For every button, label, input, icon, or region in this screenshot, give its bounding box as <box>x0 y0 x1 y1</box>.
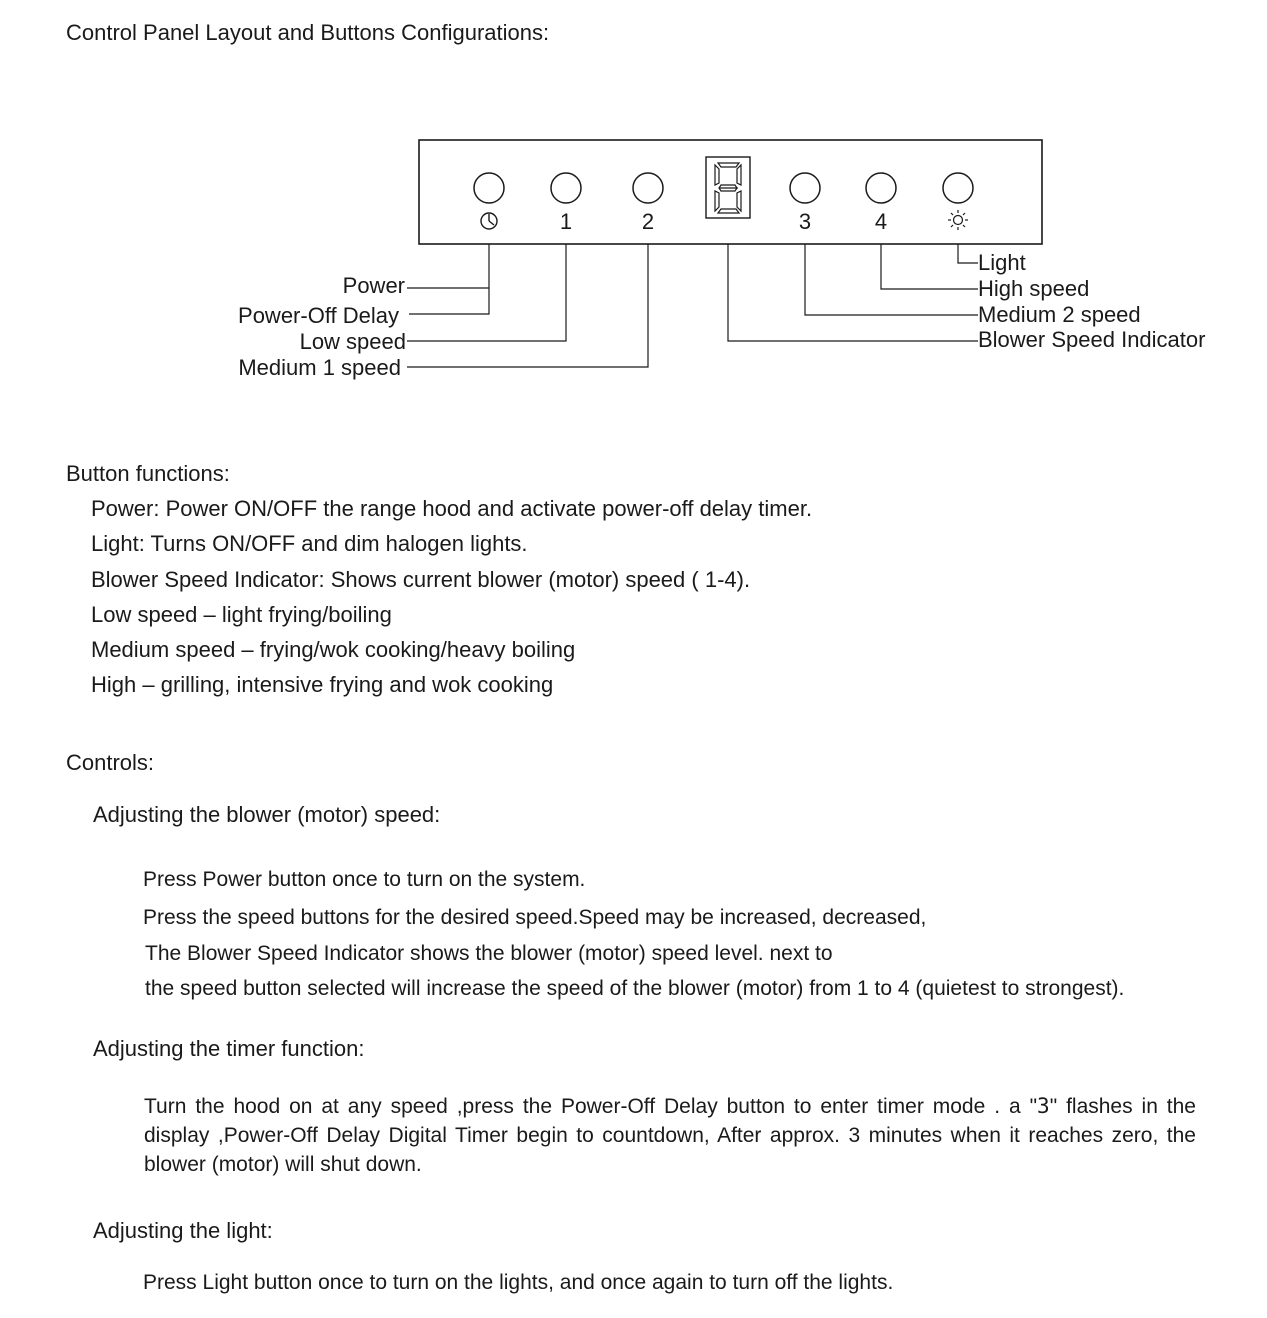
leader-light <box>958 244 978 263</box>
speed-4-button[interactable] <box>866 173 896 203</box>
function-power: Power: Power ON/OFF the range hood and activate power-off delay timer. <box>91 496 813 521</box>
callout-blower-speed-indicator: Blower Speed Indicator <box>978 327 1206 352</box>
seven-segment-display-icon <box>706 157 750 218</box>
leader-low-speed <box>407 244 566 341</box>
light-text: Press Light button once to turn on the lights, and once again to turn off the lights. <box>143 1271 894 1294</box>
leader-blower-speed-indicator <box>728 244 978 341</box>
timer-heading: Adjusting the timer function: <box>93 1036 365 1061</box>
blower-heading: Adjusting the blower (motor) speed: <box>93 802 441 827</box>
function-blower-indicator: Blower Speed Indicator: Shows current blower (motor) speed ( 1-4). <box>91 567 751 592</box>
callout-power: Power <box>342 273 405 298</box>
leader-high-speed <box>881 244 978 289</box>
page-title: Control Panel Layout and Buttons Configurations: <box>66 20 550 45</box>
light-button[interactable] <box>943 173 973 203</box>
timer-text-before: Turn the hood on at any speed ,press the Power-Off Delay button to enter timer mode . a " <box>144 1095 1038 1118</box>
power-button[interactable] <box>474 173 504 203</box>
speed-3-button[interactable] <box>790 173 820 203</box>
function-medium-speed: Medium speed – frying/wok cooking/heavy boiling <box>91 637 576 662</box>
sun-icon <box>948 210 968 230</box>
button-functions-heading: Button functions: <box>66 461 230 486</box>
light-heading: Adjusting the light: <box>93 1218 273 1243</box>
control-panel-diagram <box>0 0 1267 400</box>
callout-power-off-delay: Power-Off Delay <box>238 303 399 328</box>
clock-icon <box>481 213 497 229</box>
blower-line-4: the speed button selected will increase the speed of the blower (motor) from 1 to 4 (quietest to strongest). <box>145 977 1125 1000</box>
leader-medium-1-speed <box>407 244 648 367</box>
control-panel-frame <box>419 140 1042 244</box>
speed-3-label: 3 <box>798 209 812 234</box>
blower-line-3: The Blower Speed Indicator shows the blower (motor) speed level. next to <box>145 942 833 965</box>
blower-line-1: Press Power button once to turn on the system. <box>143 868 586 891</box>
speed-2-label: 2 <box>641 209 655 234</box>
function-light: Light: Turns ON/OFF and dim halogen lights. <box>91 531 528 556</box>
controls-heading: Controls: <box>66 750 155 775</box>
callout-high-speed: High speed <box>978 276 1090 301</box>
callout-medium-1-speed: Medium 1 speed <box>238 355 401 380</box>
leader-medium-2-speed <box>805 244 978 315</box>
speed-2-button[interactable] <box>633 173 663 203</box>
callout-light: Light <box>978 250 1026 275</box>
leader-power-off-delay <box>409 244 489 314</box>
function-low-speed: Low speed – light frying/boiling <box>91 602 392 627</box>
speed-4-label: 4 <box>874 209 888 234</box>
blower-line-2: Press the speed buttons for the desired speed.Speed may be increased, decreased, <box>143 906 927 929</box>
timer-flash-symbol: 3 <box>1037 1094 1050 1118</box>
speed-1-button[interactable] <box>551 173 581 203</box>
speed-1-label: 1 <box>559 209 573 234</box>
callout-low-speed: Low speed <box>299 329 406 354</box>
timer-paragraph <box>144 1092 1196 1179</box>
timer-text-after: " flashes in the display ,Power-Off Delay Digital Timer begin to countdown, After approx. 3 minutes when it reaches zero, the blower (motor) will shut down. <box>144 1095 1196 1176</box>
function-high-speed: High – grilling, intensive frying and wok cooking <box>91 672 554 697</box>
callout-medium-2-speed: Medium 2 speed <box>978 302 1141 327</box>
